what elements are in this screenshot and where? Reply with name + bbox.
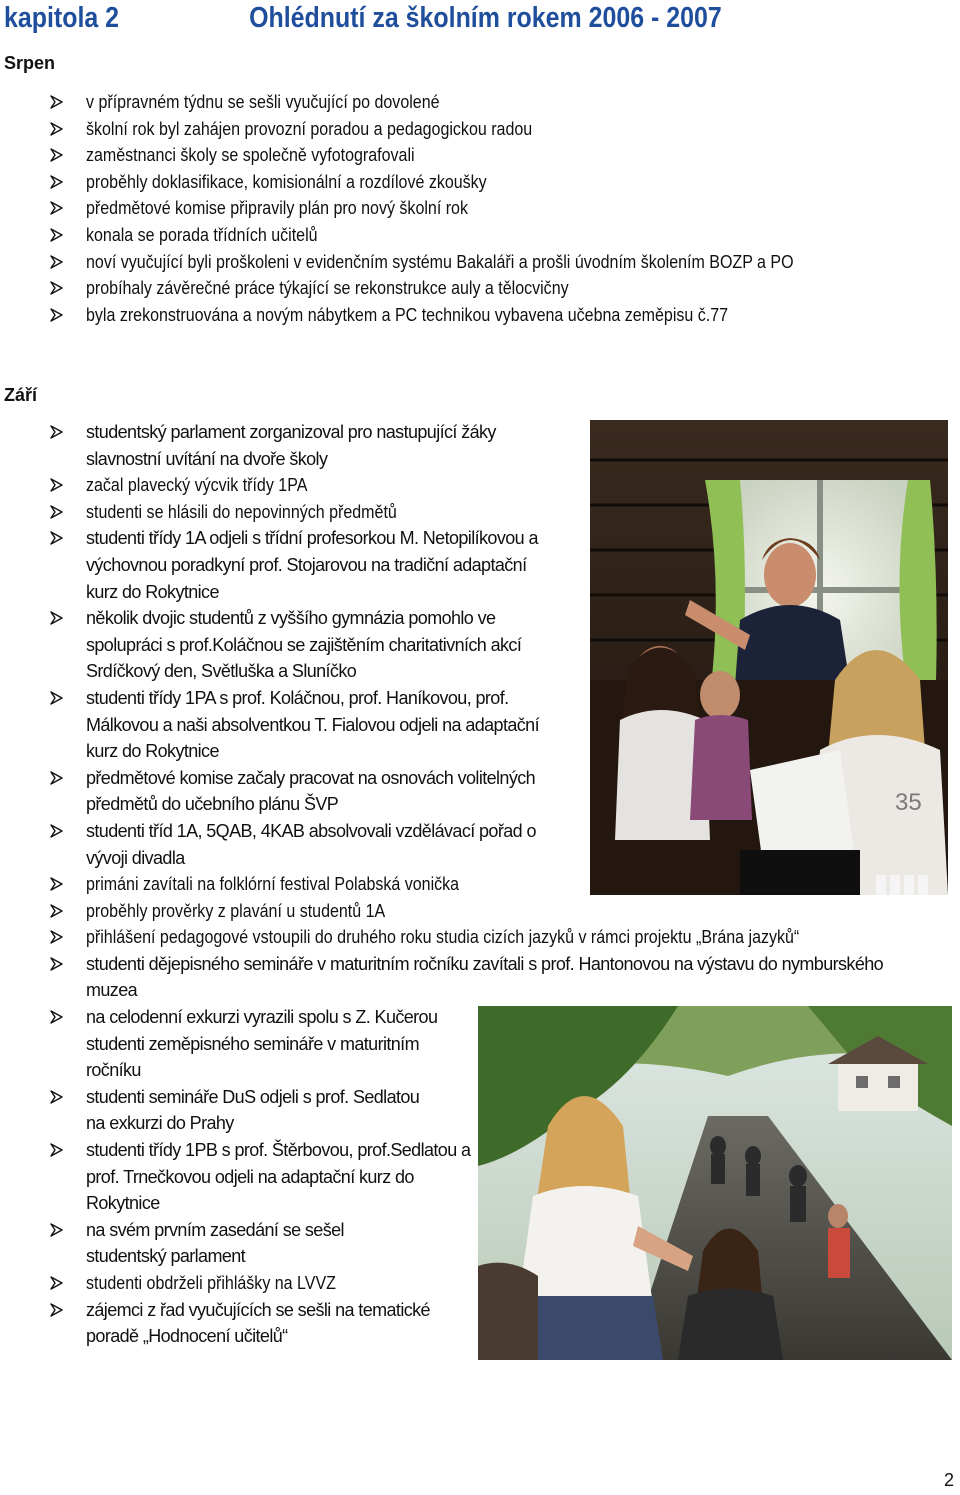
- arrow-bullet-icon: [48, 302, 66, 328]
- arrow-bullet-icon: [48, 898, 66, 924]
- arrow-bullet-icon: [48, 871, 66, 897]
- arrow-bullet-icon: [48, 275, 66, 301]
- arrow-bullet-icon: [48, 1137, 66, 1163]
- arrow-bullet-icon: [48, 765, 66, 791]
- list-item: studenti třídy 1PB s prof. Štěrbovou, prof.Sedlatou a prof. Trnečkovou odjeli na adaptační kurz do Rokytnice: [48, 1137, 471, 1217]
- arrow-bullet-icon: [48, 1297, 66, 1323]
- srpen-list: [48, 89, 948, 328]
- list-item: na svém prvním zasedání se sešel studentský parlament: [48, 1217, 426, 1270]
- list-item: několik dvojic studentů z vyššího gymnázia pomohlo ve spolupráci s prof.Koláčnou se zajištěním charitativních akcí Srdíčkový den, Světluška a Sluníčko: [48, 605, 556, 685]
- list-item: noví vyučující byli proškoleni v evidenčním systému Bakaláři a prošli úvodním školením BOZP a PO: [48, 249, 948, 276]
- arrow-bullet-icon: [48, 116, 66, 142]
- arrow-bullet-icon: [48, 222, 66, 248]
- arrow-bullet-icon: [48, 685, 66, 711]
- list-item: zaměstnanci školy se společně vyfotografovali: [48, 142, 948, 169]
- arrow-bullet-icon: [48, 525, 66, 551]
- list-item: předmětové komise připravily plán pro nový školní rok: [48, 195, 948, 222]
- arrow-bullet-icon: [48, 1217, 66, 1243]
- arrow-bullet-icon: [48, 89, 66, 115]
- chapter-heading: [4, 0, 821, 40]
- list-item: studentský parlament zorganizoval pro nastupující žáky slavnostní uvítání na dvoře školy: [48, 419, 556, 472]
- arrow-bullet-icon: [48, 818, 66, 844]
- arrow-bullet-icon: [48, 169, 66, 195]
- arrow-bullet-icon: [48, 1004, 66, 1030]
- svg-text:35: 35: [895, 789, 922, 816]
- arrow-bullet-icon: [48, 951, 66, 977]
- arrow-bullet-icon: [48, 499, 66, 525]
- list-item: probíhaly závěrečné práce týkající se rekonstrukce auly a tělocvičny: [48, 275, 948, 302]
- arrow-bullet-icon: [48, 1084, 66, 1110]
- list-item: studenti se hlásili do nepovinných předmětů: [48, 499, 928, 526]
- arrow-bullet-icon: [48, 419, 66, 445]
- list-item: studenti semináře DuS odjeli s prof. Sedlatou na exkurzi do Prahy: [48, 1084, 441, 1137]
- arrow-bullet-icon: [48, 249, 66, 275]
- arrow-bullet-icon: [48, 142, 66, 168]
- arrow-bullet-icon: [48, 605, 66, 631]
- arrow-bullet-icon: [48, 1270, 66, 1296]
- list-item: v přípravném týdnu se sešli vyučující po dovolené: [48, 89, 948, 116]
- list-item: proběhly prověrky z plavání u studentů 1A: [48, 898, 928, 925]
- list-item: studenti dějepisného semináře v maturitním ročníku zavítali s prof. Hantonovou na výstavu do nymburského muzea: [48, 951, 916, 1004]
- list-item: konala se porada třídních učitelů: [48, 222, 948, 249]
- chapter-label: kapitola 2: [4, 2, 120, 34]
- section-title-srpen: Srpen: [4, 53, 56, 73]
- list-item: byla zrekonstruována a novým nábytkem a PC technikou vybavena učebna zeměpisu č.77: [48, 302, 948, 329]
- arrow-bullet-icon: [48, 195, 66, 221]
- list-item: studenti třídy 1A odjeli s třídní profesorkou M. Netopilíkovou a výchovnou poradkyní prof. Stojarovou na tradiční adaptační kurz do Rokytnice: [48, 525, 556, 605]
- list-item: předmětové komise začaly pracovat na osnovách volitelných předmětů do učebního plánu ŠVP: [48, 765, 556, 818]
- list-item: na celodenní exkurzi vyrazili spolu s Z. Kučerou studenti zeměpisného semináře v maturitním ročníku: [48, 1004, 471, 1084]
- arrow-bullet-icon: [48, 472, 66, 498]
- section-title-zari: Září: [4, 385, 38, 405]
- list-item: studenti obdrželi přihlášky na LVVZ: [48, 1270, 928, 1297]
- list-item: studenti tříd 1A, 5QAB, 4KAB absolvovali vzdělávací pořad o vývoji divadla: [48, 818, 556, 871]
- list-item: proběhly doklasifikace, komisionální a rozdílové zkoušky: [48, 169, 948, 196]
- chapter-title: Ohlédnutí za školním rokem 2006 - 2007: [249, 2, 722, 34]
- list-item: primáni zavítali na folklórní festival Polabská vonička: [48, 871, 928, 898]
- page-number: 2: [943, 1470, 954, 1490]
- list-item: přihlášení pedagogové vstoupili do druhého roku studia cizích jazyků v rámci projektu „Brána jazyků“: [48, 924, 928, 951]
- zari-list: [48, 419, 928, 1350]
- list-item: školní rok byl zahájen provozní poradou a pedagogickou radou: [48, 116, 948, 143]
- list-item: zájemci z řad vyučujících se sešli na tematické poradě „Hodnocení učitelů“: [48, 1297, 436, 1350]
- list-item: studenti třídy 1PA s prof. Koláčnou, prof. Haníkovou, prof. Málkovou a naši absolventkou T. Fialovou odjeli na adaptační kurz do Rokytnice: [48, 685, 556, 765]
- arrow-bullet-icon: [48, 924, 66, 950]
- list-item: začal plavecký výcvik třídy 1PA: [48, 472, 928, 499]
